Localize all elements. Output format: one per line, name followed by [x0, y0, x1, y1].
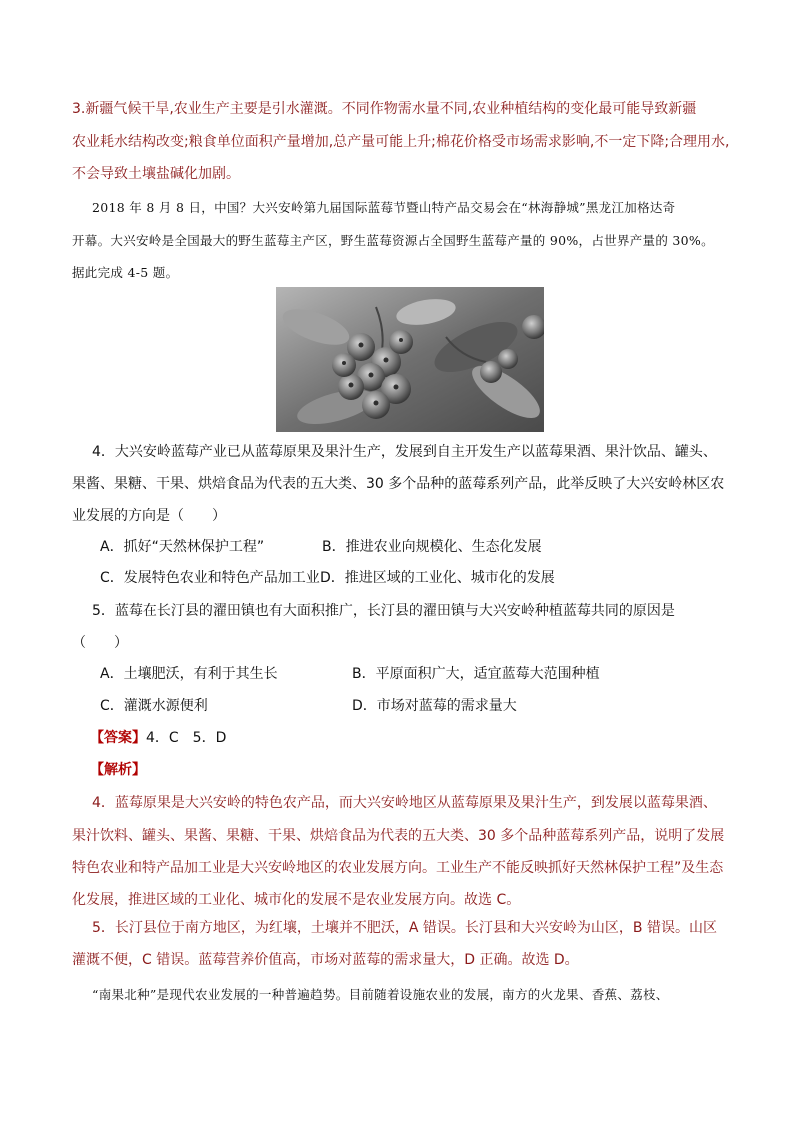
analysis-q4-line1: 4．蓝莓原果是大兴安岭的特色农产品，而大兴安岭地区从蓝莓原果及果汁生产，到发展以蓝莓果酒、 — [92, 795, 717, 811]
q4-option-a: A．抓好“天然林保护工程” — [100, 539, 265, 555]
q3-explain-line2: 农业耗水结构改变;粮食单位面积产量增加,总产量可能上升;棉花价格受市场需求影响,不一定下降;合理用水, — [72, 134, 730, 150]
q5-option-c: C．灌溉水源便利 — [100, 698, 208, 714]
blueberry-photo — [276, 287, 544, 432]
q5-stem-line1: 5．蓝莓在长汀县的濯田镇也有大面积推广，长汀县的濯田镇与大兴安岭种植蓝莓共同的原因是 — [92, 603, 675, 619]
q3-explain-line3: 不会导致土壤盐碱化加剧。 — [72, 166, 240, 182]
answer-tag: 【答案】 — [90, 730, 146, 746]
intro-line3: 据此完成 4-5 题。 — [72, 265, 179, 280]
analysis-tag: 【解析】 — [90, 762, 146, 778]
q5-option-d: D．市场对蓝莓的需求量大 — [352, 698, 517, 714]
intro-line1: 2018 年 8 月 8 日，中国？大兴安岭第九届国际蓝莓节暨山特产品交易会在“林海静城”黑龙江加格达奇 — [92, 200, 676, 215]
q4-stem-line2: 果酱、果糖、干果、烘焙食品为代表的五大类、30 多个品种的蓝莓系列产品，此举反映了大兴安岭林区农 — [72, 476, 725, 492]
q5-option-b: B．平原面积广大，适宜蓝莓大范围种植 — [352, 666, 600, 682]
analysis-q4-line3: 特色农业和特产品加工业是大兴安岭地区的农业发展方向。工业生产不能反映抓好天然林保护工程”及生态 — [72, 860, 724, 876]
q5-stem-line2: （ ） — [72, 635, 128, 651]
q4-stem-line1: 4．大兴安岭蓝莓产业已从蓝莓原果及果汁生产，发展到自主开发生产以蓝莓果酒、果汁饮品、罐头、 — [92, 444, 717, 460]
answer-row — [90, 728, 226, 748]
intro-line2: 开幕。大兴安岭是全国最大的野生蓝莓主产区，野生蓝莓资源占全国野生蓝莓产量的 90%，占世界产量的 30%。 — [72, 233, 714, 248]
answer-text: 4．C 5．D — [146, 730, 227, 746]
q5-option-a: A．土壤肥沃，有利于其生长 — [100, 666, 278, 682]
next-intro-line1: “南果北种”是现代农业发展的一种普遍趋势。目前随着设施农业的发展，南方的火龙果、香蕉、荔枝、 — [92, 987, 669, 1002]
q4-option-b: B．推进农业向规模化、生态化发展 — [322, 539, 542, 555]
q4-option-c: C．发展特色农业和特色产品加工业 — [100, 570, 320, 586]
q3-explain-line1: 3.新疆气候干旱,农业生产主要是引水灌溉。不同作物需水量不同,农业种植结构的变化最可能导致新疆 — [72, 101, 697, 117]
blueberry-illustration — [276, 287, 544, 432]
q4-option-d: D．推进区域的工业化、城市化的发展 — [320, 570, 555, 586]
q4-stem-line3: 业发展的方向是（ ） — [72, 508, 226, 524]
analysis-q4-line4: 化发展，推进区域的工业化、城市化的发展不是农业发展方向。故选 C。 — [72, 892, 521, 908]
analysis-q4-line2: 果汁饮料、罐头、果酱、果糖、干果、烘焙食品为代表的五大类、30 多个品种蓝莓系列产品，说明了发展 — [72, 828, 725, 844]
analysis-q5-line1: 5．长汀县位于南方地区，为红壤，土壤并不肥沃，A 错误。长汀县和大兴安岭为山区，B 错误。山区 — [92, 920, 717, 936]
analysis-q5-line2: 灌溉不便，C 错误。蓝莓营养价值高，市场对蓝莓的需求量大，D 正确。故选 D。 — [72, 952, 579, 968]
